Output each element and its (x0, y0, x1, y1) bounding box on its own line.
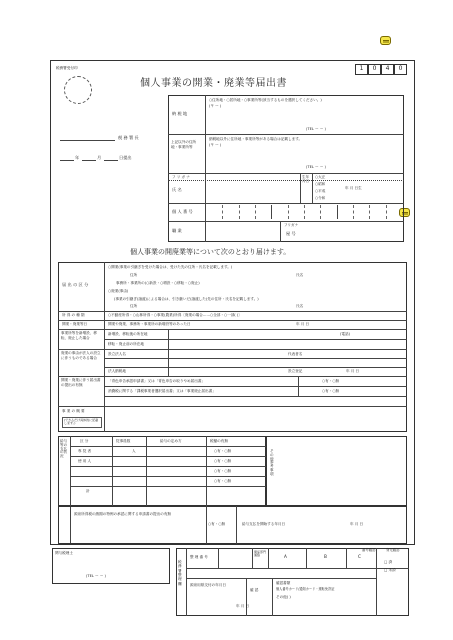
salary-yes-no[interactable]: ○有・○無 (214, 459, 232, 463)
salary-row-label: 使 用 人 (78, 459, 92, 463)
doc-list: 個人番号カード/通知カード・運転免許証 (276, 587, 335, 591)
sub-title: 個人事業の開廃業等について次のとおり届けます。 (130, 248, 291, 256)
trade-label: 屋 号 (286, 231, 296, 236)
col-b: B (324, 554, 327, 559)
salary-header: 従事員数 (116, 439, 131, 443)
office-new: 新増設、移転後の所在地 (108, 332, 148, 336)
code-digit: 0 (368, 64, 381, 75)
office-name-line[interactable] (60, 140, 115, 141)
corp-date: 設立登記 (288, 369, 303, 373)
accountant-label: 関与税理士 (55, 551, 73, 555)
salary-row-label: 専 従 者 (78, 449, 92, 453)
corp-tax: 法人納税地 (108, 369, 126, 373)
salary-side-label: 給与等の支払の状況 (60, 439, 68, 459)
summary-label: 事 業 の 概 要 (62, 409, 85, 413)
salary-header: 税額の有無 (210, 439, 228, 443)
other-reference: その他参考事項 (270, 449, 274, 476)
pay-start-label: 給与支払を開始する年月日 (242, 522, 286, 526)
income-label: 所 得 の 種 類 (62, 313, 85, 317)
done-check[interactable]: □ 済 (384, 560, 393, 564)
code-digit: 0 (394, 64, 407, 75)
app-2: 消費税に関する「課税事業者選択届出書」又は「事業廃止届出書」 (108, 389, 216, 393)
name-label: 氏 名 (172, 187, 182, 192)
salary-row-label: 計 (86, 489, 90, 493)
office-side-label: 税務署整理欄 (178, 560, 182, 586)
pay-start-date[interactable]: 年 月 日 (350, 522, 364, 526)
office-tel: (電話) (340, 332, 350, 336)
job-label: 職 業 (172, 228, 182, 233)
related-dept: 関係部門連絡 (254, 550, 267, 558)
col-a: A (284, 554, 287, 559)
cat-3[interactable]: ○廃業(事由) (108, 289, 129, 293)
reference-box (266, 436, 407, 506)
app-1: 「青色申告承認申請書」又は「青色申告の取りやめ届出書」 (108, 379, 206, 383)
tel-2: (TEL ー ー ) (306, 165, 326, 169)
cat-2[interactable]: 事務所・事業所の(○新設・○増設・○移転・○廃止) (116, 281, 200, 285)
other-address-label: 上記以外の住所地・事業所等 (171, 140, 197, 150)
date-value: 開業や廃業、事務所・事業所の新増設等のあった日 (108, 322, 191, 326)
cat-3-addr: 住所 (130, 304, 138, 308)
ref-number-label: 整 理 番 号 (190, 555, 208, 559)
birth-label: 生年月日 (302, 175, 310, 183)
salary-header: 給与の定め方 (160, 439, 182, 443)
stamp-circle (64, 76, 92, 104)
cat-1-name: 氏名 (296, 273, 304, 277)
summary-note: (できるだけ具体的に記載します。) (62, 417, 102, 428)
id-check: 身元確認 (386, 548, 400, 552)
furigana-2: フリガナ (284, 223, 299, 227)
accountant-tel: (TEL ー ー ) (86, 574, 106, 578)
corp-rep: 代表者名 (288, 352, 303, 356)
number-check: 番号確認 (362, 548, 376, 552)
app-2-choice[interactable]: ○有・○無 (322, 389, 340, 393)
salary-yes-no[interactable]: ○有・○無 (214, 469, 232, 473)
code-digit: 1 (355, 64, 368, 75)
not-done-check[interactable]: □ 未済 (384, 568, 396, 572)
salary-row-count: 人 (132, 449, 136, 453)
date-label: 開業・廃業等日 (62, 322, 88, 326)
sticky-note-icon[interactable] (380, 36, 391, 45)
birth-value: 年 月 日生 (345, 186, 362, 190)
year-label: 年 (75, 155, 80, 160)
year-line[interactable] (60, 160, 74, 161)
form-title: 個人事業の開業・廃業等届出書 (140, 78, 287, 89)
special-note: 源泉所得税の納期の特例の承認に関する申請書の提出の有無 (74, 512, 172, 516)
month-label: 月 (97, 155, 102, 160)
era-option[interactable]: ○昭和 (315, 182, 326, 186)
tel-1: (TEL ー ー ) (306, 127, 326, 131)
category-label: 届 出 の 区 分 (62, 282, 89, 287)
code-digit: 4 (381, 64, 394, 75)
cat-1[interactable]: ○開業(事業の引継ぎを受けた場合は、受けた先の住所・氏名を記載します。) (108, 265, 233, 269)
cat-3-name: 氏名 (296, 304, 304, 308)
col-c: C (358, 554, 361, 559)
other-address-note: 納税地以外に住所地・事業所等がある場合は記載します。 (209, 137, 303, 141)
cat-3-note: (事業の引継ぎ(譲渡)による場合は、引き継いだ(譲渡した)先の住所・氏名を記載します。) (114, 297, 259, 301)
number-boxes[interactable] (207, 205, 402, 219)
salary-yes-no[interactable]: ○有・○無 (214, 479, 232, 483)
era-option[interactable]: ○平成 (315, 189, 326, 193)
month-line[interactable] (82, 160, 96, 161)
special-yes-no[interactable]: ○有・○無 (208, 522, 226, 526)
office-use-table (176, 548, 409, 616)
day-label: 日提出 (119, 155, 132, 160)
confirm-label: 確 認 (250, 588, 259, 592)
app-label: 開業・廃業に伴う届出書の提出の有無 (61, 378, 101, 387)
salary-header: 区 分 (80, 439, 89, 443)
salary-yes-no[interactable]: ○有・○無 (214, 449, 232, 453)
era-option[interactable]: ○令和 (315, 196, 326, 200)
taxpayer-block (168, 95, 404, 242)
day-line[interactable] (104, 160, 118, 161)
reply-note: 源泉用紙交付の年月日 (190, 583, 226, 587)
doc-other: その他( ) (276, 595, 291, 599)
income-value[interactable]: ○不動産所得・○山林所得・○事業(農業)所得〔廃業の場合……○全部・○一部( )〕 (108, 313, 242, 317)
stamp-label: 税務署受付印 (56, 66, 78, 70)
cat-1-addr: 住所 (130, 273, 138, 277)
number-label: 個 人 番 号 (172, 209, 193, 214)
corp-name: 設立法人名 (108, 352, 126, 356)
date-fill[interactable]: 年 月 日 (296, 322, 310, 326)
corp-date-fill[interactable]: 年 月 日 (346, 369, 360, 373)
postal-2: (〒 ー ) (209, 143, 222, 147)
office-old: 移転・廃止前の所在地 (108, 342, 144, 346)
doc-check: 確認書類 (276, 581, 291, 585)
app-1-choice[interactable]: ○有・○無 (322, 379, 340, 383)
era-option[interactable]: ○大正 (315, 175, 326, 179)
office-suffix: 税 務 署 長 (118, 135, 139, 140)
corp-label: 廃業の事由が法人の設立に伴うものである場合 (61, 351, 101, 360)
footer-date[interactable]: 年 月 日 (236, 604, 250, 608)
office-label: 事業所等を新増設、移転、廃止した場合 (61, 331, 97, 340)
address-choice: ○住所地・○居所地・○事業所等(該当するものを選択してください。) (209, 98, 322, 102)
furigana-label: フ リ ガ ナ (172, 175, 190, 179)
postal-1: (〒 ー ) (209, 104, 222, 108)
address-label: 納 税 地 (172, 111, 188, 116)
